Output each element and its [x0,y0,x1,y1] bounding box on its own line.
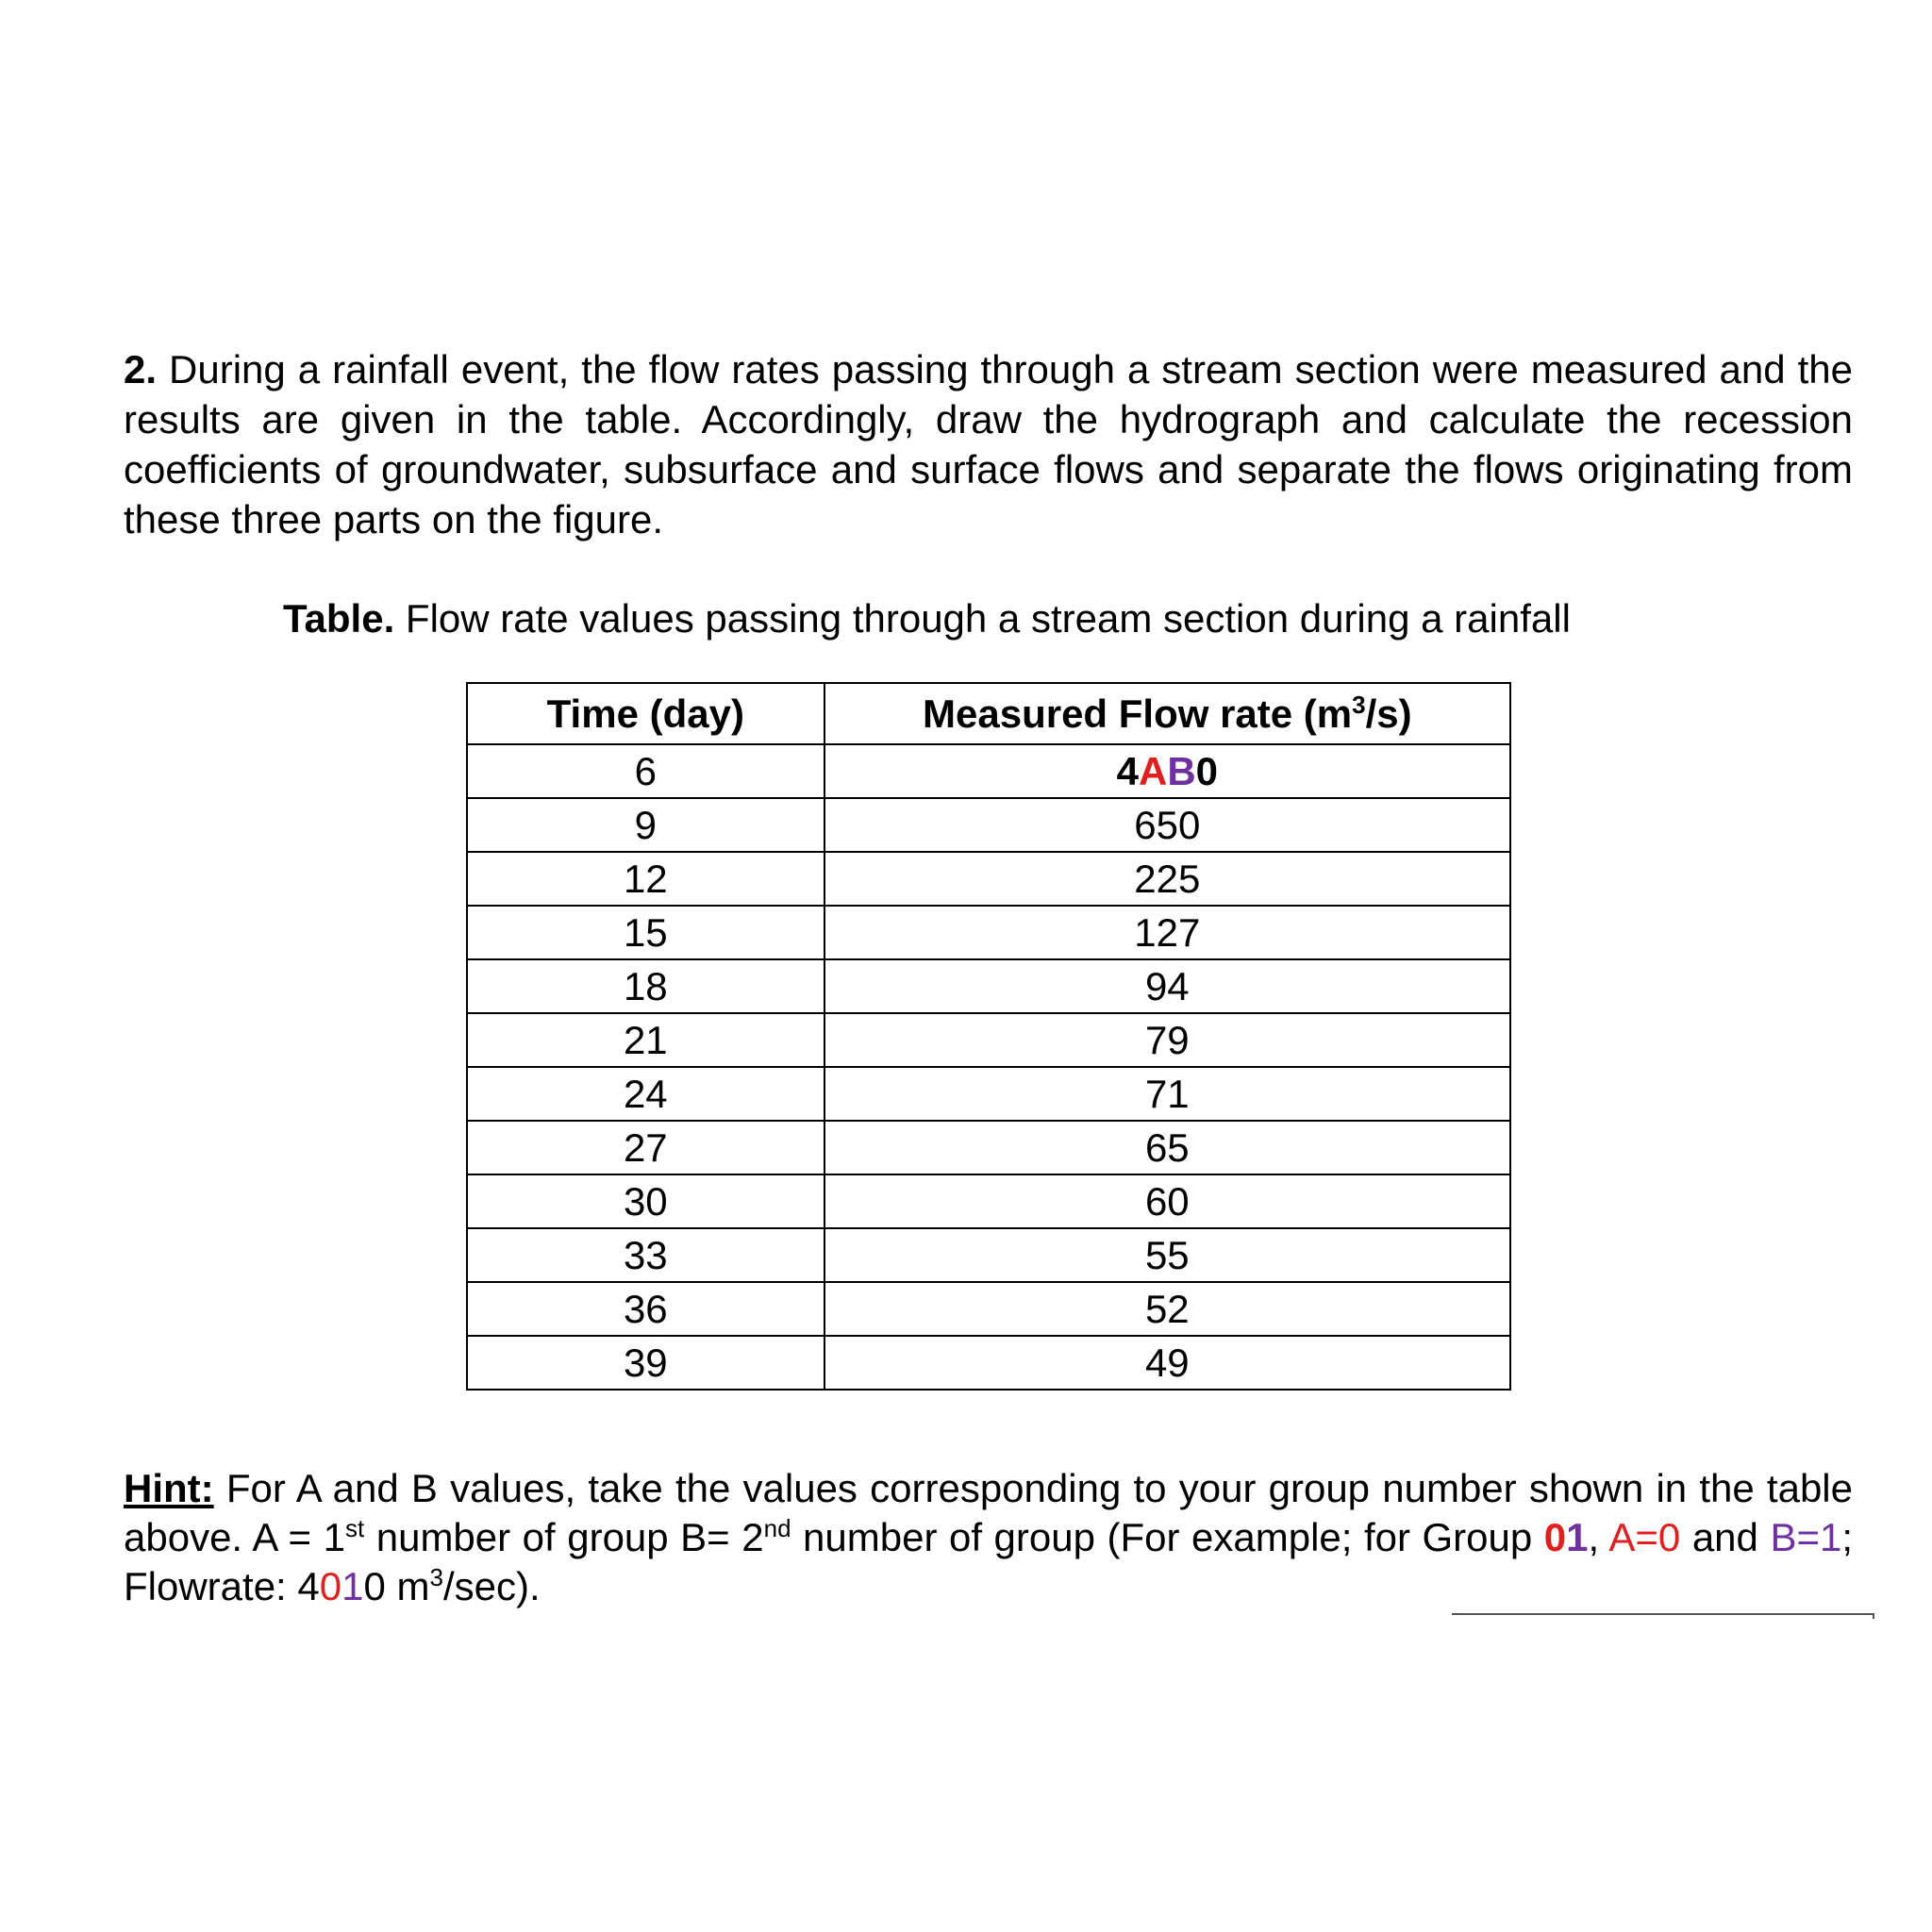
hint-text-8: /sec). [442,1564,541,1608]
table-row [467,798,1510,852]
cell-time: 24 [467,1067,824,1121]
header-flow-sup: 3 [1352,690,1366,719]
cell-time: 9 [467,798,824,852]
cell-time: 27 [467,1121,824,1174]
formula-a: A [1138,748,1168,793]
table-row [467,959,1510,1013]
cell-time: 6 [467,744,824,798]
cell-flow: 127 [824,906,1510,959]
hint-flow-digit-a: 0 [319,1564,342,1608]
header-flow-prefix: Measured Flow rate (m [923,691,1353,736]
cell-flow: 94 [824,959,1510,1013]
table-row [467,1282,1510,1336]
table-row [467,1336,1510,1390]
question-paragraph [124,344,1853,544]
header-time: Time (day) [467,683,824,744]
cell-time: 36 [467,1282,824,1336]
table-header-row [467,683,1510,744]
cell-time: 33 [467,1228,824,1282]
cell-flow: 55 [824,1228,1510,1282]
cell-time: 15 [467,906,824,959]
hint-text-1: For A and B values, take the values corresponding to your group number shown in the table above. A = 1 [124,1466,1853,1559]
header-flow [824,683,1510,744]
cell-flow: 65 [824,1121,1510,1174]
table-row [467,1067,1510,1121]
caption-text: Flow rate values passing through a stream section during a rainfall [405,596,1571,641]
cell-time: 30 [467,1174,824,1228]
cell-time: 12 [467,852,824,906]
caption-label: Table. [283,596,395,641]
hint-flow-digit-b: 1 [341,1564,364,1608]
question-text: During a rainfall event, the flow rates passing through a stream section were measured and the results are given in the table. Accordingly, draw the hydrograph and calculate the recession coefficients of groundwater, subsurface and surface flows and separate the flows originating from these three parts on the figure. [124,347,1854,541]
formula-digit-0: 0 [1195,748,1219,793]
hint-text-3: number of group (For example; for Group [791,1515,1544,1559]
cell-time: 39 [467,1336,824,1390]
formula-b: B [1167,748,1196,793]
formula-digit-4: 4 [1116,748,1139,793]
hint-text-4: , [1588,1515,1609,1559]
question-number: 2. [124,347,158,391]
cell-time: 18 [467,959,824,1013]
table-row [467,744,1510,798]
table-row [467,906,1510,959]
cell-time: 21 [467,1013,824,1067]
hint-group-digit-b: 1 [1566,1515,1589,1559]
cell-flow: 650 [824,798,1510,852]
hint-text-6: ; Flowrate: 4 [124,1515,1854,1608]
hint-sup-nd: nd [763,1514,791,1542]
hint-label: Hint: [124,1466,214,1510]
cell-flow: 52 [824,1282,1510,1336]
cell-flow: 49 [824,1336,1510,1390]
horizontal-rule [1452,1613,1874,1615]
hint-paragraph [124,1464,1853,1611]
cell-flow: 71 [824,1067,1510,1121]
table-row [467,1228,1510,1282]
hint-b-eq: B=1 [1770,1515,1842,1559]
table-row [467,852,1510,906]
cell-flow: 225 [824,852,1510,906]
flow-rate-table [466,682,1511,1391]
table-caption [283,595,1792,642]
hint-sup-st: st [344,1514,365,1542]
cell-flow: 79 [824,1013,1510,1067]
cell-flow-formula [824,744,1510,798]
hint-text-7: 0 m [363,1564,430,1608]
hint-text-2: number of group B= 2 [364,1515,764,1559]
table-row [467,1174,1510,1228]
hint-text-5: and [1680,1515,1771,1559]
hint-group-digit-a: 0 [1543,1515,1567,1559]
table-row [467,1121,1510,1174]
hint-sup-3: 3 [429,1563,443,1591]
cell-flow: 60 [824,1174,1510,1228]
hint-a-eq: A=0 [1608,1515,1681,1559]
table-row [467,1013,1510,1067]
header-flow-suffix: /s) [1365,691,1412,736]
